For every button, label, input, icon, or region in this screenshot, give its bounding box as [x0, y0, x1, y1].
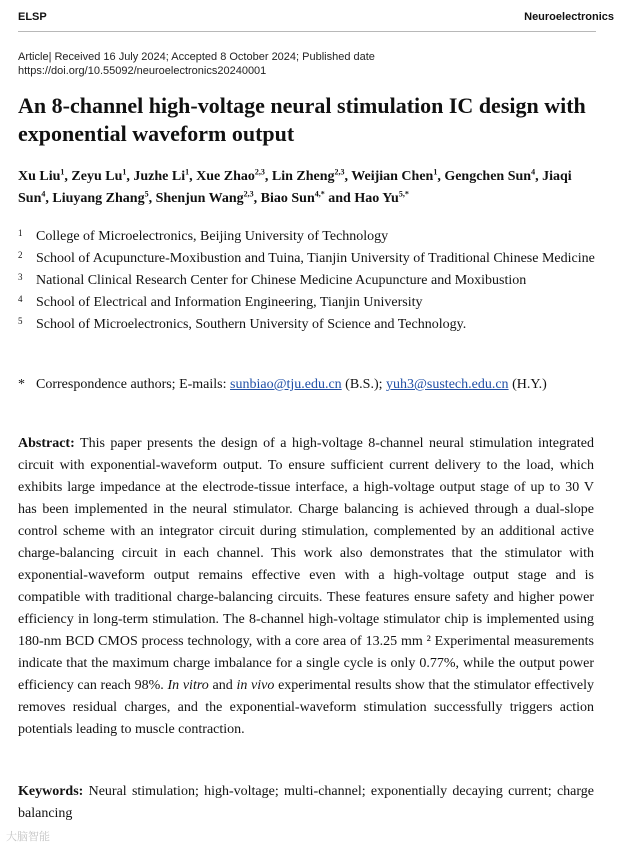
author-separator: , — [148, 191, 156, 206]
affiliation-item — [18, 226, 608, 248]
paper-title: An 8-channel high-voltage neural stimulation IC design with exponential waveform output — [18, 93, 586, 146]
author-name: Weijian Chen — [351, 169, 434, 184]
affiliation-number: 2 — [18, 250, 23, 260]
abstract-label: Abstract: — [18, 436, 75, 451]
keywords — [18, 781, 594, 825]
author-list — [18, 166, 598, 210]
author-affiliation-marker: 4 — [41, 189, 46, 199]
affiliation-text: School of Electrical and Information Engineering, Tianjin University — [36, 295, 423, 310]
abstract-text-1: This paper presents the design of a high-voltage 8-channel neural stimulation integrated circuit with exponential-waveform output. To ensure sufficient current delivery to the load, which exhibits large impedance at the electrode-tissue interface, a high-voltage output stage of up to 30 V has been implemented in the neural stimulator. Charge balancing is achieved through a dual-slope control scheme with an integrator circuit during stimulation, complemented by an additional active charge-balancing circuit in each channel. This work also demonstrates that the stimulator with exponential-waveform output remains effective even with a high-voltage output stage and is compatible with traditional charge-balancing circuits. These features ensure safety and higher power efficiency in long-term stimulation. The 8-channel high-voltage stimulator chip is implemented using 180-nm BCD CMOS process technology, with a core area of 13.25 mm ² Experimental measurements indicate that the maximum charge imbalance for a single cycle is only 0.77%, while the output power efficiency can reach 98%. — [18, 436, 594, 693]
correspondence-initials-1: (B.S.); — [345, 377, 383, 392]
author-separator: , — [264, 169, 272, 184]
author-separator: , — [253, 191, 261, 206]
author-name: Xue Zhao — [196, 169, 255, 184]
author-affiliation-marker: 2,3 — [334, 167, 345, 177]
author-name: Shenjun Wang — [155, 191, 244, 206]
article-meta — [18, 50, 608, 78]
affiliation-number: 3 — [18, 272, 23, 282]
author-name: Zeyu Lu — [71, 169, 123, 184]
affiliation-text: National Clinical Research Center for Chinese Medicine Acupuncture and Moxibustion — [36, 273, 527, 288]
email-link-yuh3[interactable]: yuh3@sustech.edu.cn — [386, 377, 509, 392]
author-separator: , — [344, 169, 352, 184]
affiliation-text: School of Microelectronics, Southern University of Science and Technology. — [36, 317, 467, 332]
author-name: Xu Liu — [18, 169, 61, 184]
author-conjunction: and — [328, 191, 351, 206]
author-affiliation-marker: 1 — [60, 167, 65, 177]
affiliation-number: 4 — [18, 294, 23, 304]
affiliation-text: College of Microelectronics, Beijing University of Technology — [36, 229, 389, 244]
author-name: Juzhe Li — [133, 169, 186, 184]
author-affiliation-marker: 1 — [122, 167, 127, 177]
page-header — [0, 0, 640, 36]
author-affiliation-marker: 4 — [531, 167, 536, 177]
email-link-sunbiao[interactable]: sunbiao@tju.edu.cn — [230, 377, 342, 392]
affiliation-number: 5 — [18, 316, 23, 326]
abstract-text-2: experimental results show that the stimulator effectively removes residual charges, and the exponential-waveform stimulation successfully triggers action potentials leading to muscle contraction. — [18, 678, 595, 737]
watermark: 大脑智能 — [6, 830, 50, 843]
author-separator: , — [535, 169, 543, 184]
affiliation-item — [18, 248, 608, 270]
author-separator: , — [437, 169, 445, 184]
keywords-text: Neural stimulation; high-voltage; multi-channel; exponentially decaying current; charge balancing — [18, 784, 594, 821]
author-affiliation-marker: 2,3 — [243, 189, 254, 199]
author-affiliation-marker: 1 — [185, 167, 190, 177]
author-affiliation-marker: 5 — [144, 189, 149, 199]
author-name: Lin Zheng — [271, 169, 335, 184]
abstract-and: and — [212, 678, 233, 693]
author-name: Jiaqi Sun — [18, 169, 572, 206]
author-affiliation-marker: 2,3 — [254, 167, 265, 177]
affiliation-item — [18, 270, 608, 292]
author-name: Liuyang Zhang — [52, 191, 145, 206]
article-doi[interactable]: https://doi.org/10.55092/neuroelectronics20240001 — [18, 65, 267, 77]
correspondence-prefix: Correspondence authors; E-mails: — [36, 377, 227, 392]
affiliation-item — [18, 314, 608, 336]
author-name: Biao Sun — [260, 191, 315, 206]
correspondence-marker: * — [18, 377, 25, 392]
correspondence — [18, 374, 608, 396]
abstract-italic-in-vivo: in vivo — [236, 678, 275, 693]
affiliation-list — [18, 226, 608, 336]
publisher-name: ELSP — [18, 11, 47, 23]
author-name: Hao Yu — [354, 191, 399, 206]
article-type: Article — [18, 51, 49, 63]
abstract — [18, 433, 594, 741]
header-divider — [18, 31, 596, 32]
author-affiliation-marker: 4,* — [314, 189, 325, 199]
article-dates: Received 16 July 2024; Accepted 8 October 2024; Published date — [54, 51, 375, 63]
correspondence-initials-2: (H.Y.) — [512, 377, 547, 392]
author-separator: , — [64, 169, 72, 184]
author-affiliation-marker: 1 — [433, 167, 438, 177]
journal-name: Neuroelectronics — [524, 11, 614, 23]
author-separator: , — [45, 191, 53, 206]
keywords-label: Keywords: — [18, 784, 84, 799]
affiliation-item — [18, 292, 608, 314]
author-separator: , — [126, 169, 134, 184]
author-affiliation-marker: 5,* — [398, 189, 409, 199]
author-name: Gengchen Sun — [444, 169, 532, 184]
abstract-italic-in-vitro: In vitro — [167, 678, 209, 693]
meta-separator: | — [48, 51, 55, 63]
author-separator: , — [189, 169, 197, 184]
affiliation-number: 1 — [18, 228, 23, 238]
affiliation-text: School of Acupuncture-Moxibustion and Tuina, Tianjin University of Traditional Chinese Medicine — [36, 251, 595, 266]
